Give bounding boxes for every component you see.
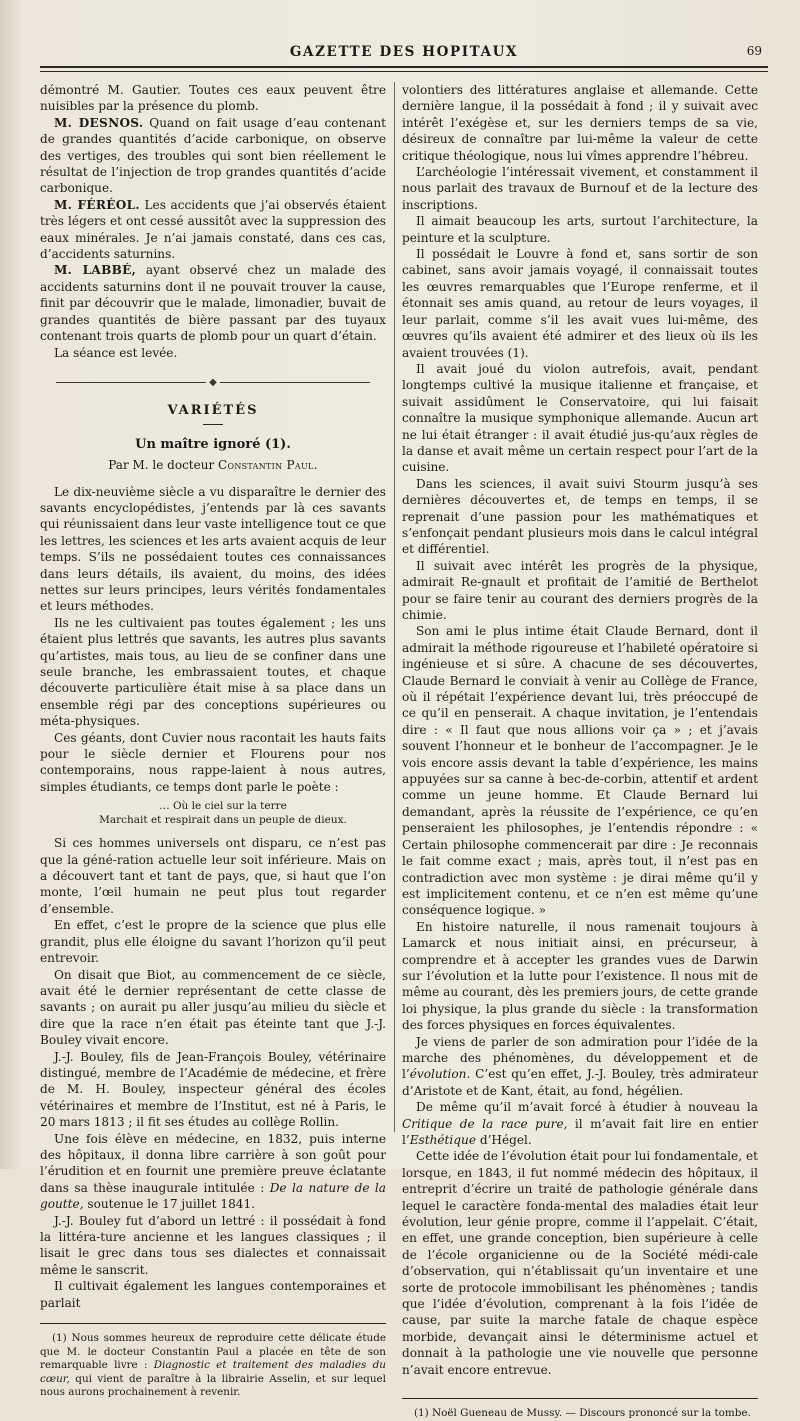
page-number: 69 <box>746 44 762 58</box>
paragraph: M. FÉRÉOL. Les accidents que j’ai observés étaient très légers et ont cessé aussitôt avec la suppression des eaux minérales. Je n’ai jamais constaté, dans ces cas, d’accidents saturnins. <box>40 197 386 262</box>
paragraph: volontiers des littératures anglaise et allemande. Cette dernière langue, il la possédait à fond ; il y suivait avec intérêt l’exégèse et, sur les derniers temps de sa vie, désireux de connaître par lui-même la valeur de cette critique théologique, nous lui vîmes apprendre l’hébreu. <box>402 83 758 163</box>
article-title: Un maître ignoré (1). <box>135 436 291 452</box>
section-underline <box>203 424 223 425</box>
footnote: (1) Nous sommes heureux de reproduire cette délicate étude que M. le docteur Constantin Paul a placée en tête de son remarquable livre : Diagnostic et traitement des maladies du cœur, qui vient de paraître à la librairie Asselin, et sur lequel nous aurons prochainement à revenir. <box>40 1332 386 1399</box>
paragraph: Cette idée de l’évolution était pour lui fondamentale, et lorsque, en 1843, il fut nommé médecin des hôpitaux, il entreprit d’écrire un traité de pathologie générale dans lequel le caractère fonda-mental des maladies était leur évolution, leur génie propre, comme il l’appelait. C’était, en effet, une grande conception, bien supérieure à celle de l’école organicienne ou de la Société médi-cale d’observation, qui n’établissait qu’un inventaire et une sorte de protocole immobilisant les phénomènes ; tandis que l’idée d’évolution, comprenant à la fois l’idée de cause, par suite la marche fatale de chaque espèce morbide, devançait ainsi le déterminisme actuel et donnait à la pathologie une vie nouvelle que personne n’avait encore entrevue. <box>402 1149 758 1377</box>
paragraph: Si ces hommes universels ont disparu, ce n’est pas que la géné-ration actuelle leur soit inférieure. Mais on a découvert tant et tant de pays, que, si haut que l’on monte, l’œil humain ne peut plus tout regarder d’ensemble. <box>40 836 386 916</box>
speaker-name: M. LABBÉ, <box>54 263 137 278</box>
paragraph: M. LABBÉ, ayant observé chez un malade des accidents saturnins dont il ne pouvait trouver la cause, finit par découvrir que le malade, limonadier, buvait de grandes quantités de bière passant par des tuyaux contenant trois quarts de plomb pour un quart d’étain. <box>40 263 386 344</box>
paragraph: M. DESNOS. Quand on fait usage d’eau contenant de grandes quantités d’acide carbonique, on observe des vertiges, des troubles qui sont bien réellement le résultat de l’injection de trop grandes quantités d’acide carbonique. <box>40 115 386 196</box>
speaker-name: M. DESNOS. <box>54 115 144 130</box>
paragraph: démontré M. Gautier. Toutes ces eaux peuvent être nuisibles par la présence du plomb. <box>40 83 386 114</box>
paragraph: En histoire naturelle, il nous ramenait toujours à Lamarck et nous initiait ainsi, en précurseur, à comprendre et à accepter les grandes vues de Darwin sur l’évolution et la lutte pour l’existence. Il nous mit de même au courant, dès les premiers jours, de cette grande loi physique, la plus grande du siècle : la transformation des forces physiques en forces équivalentes. <box>402 919 758 1033</box>
journal-title: GAZETTE DES HOPITAUX <box>289 44 519 60</box>
paragraph: En effet, c’est le propre de la science que plus elle grandit, plus elle éloigne du savant l’horizon qu’il peut entrevoir. <box>40 918 386 966</box>
speaker-name: M. FÉRÉOL. <box>54 197 140 212</box>
paragraph: Une fois élève en médecine, en 1832, puis interne des hôpitaux, il donna libre carrière à son goût pour l’érudition et en fournit une première preuve éclatante dans sa thèse inaugurale intitulée : De la nature de la goutte, soutenue le 17 juillet 1841. <box>40 1131 387 1212</box>
paragraph: Il avait joué du violon autrefois, avait, pendant longtemps cultivé la musique italienne et française, et suivait assidûment le Conservatoire, qui lui faisait connaître la musique symphonique allemande. Aucun art ne lui était étranger : il avait étudié jus-qu’aux règles de la danse et avait même un certain respect pour l’art de la cuisine. <box>402 361 758 475</box>
section-title: VARIÉTÉS <box>167 403 259 419</box>
right-column <box>402 82 758 1421</box>
header-rule <box>40 66 768 68</box>
paragraph: De même qu’il m’avait forcé à étudier à nouveau la Critique de la race pure, il m’avait fait lire en entier l’Esthétique d’Hégel. <box>402 1100 758 1147</box>
paragraph: Son ami le plus intime était Claude Bernard, dont il admirait la méthode rigoureuse et l’habileté opératoire si ingénieuse et si sûre. A chacune de ses découvertes, Claude Bernard le conviait à venir au Collège de France, où il répétait l’expérience devant lui, très préoccupé de ce qu’il en penserait. A chaque invitation, je l’entendais dire : « Il faut que nous allions voir ça » ; et j’avais souvent l’honneur et le bonheur de l’accompagner. Je le vois encore assis devant la table d’expérience, les mains appuyées sur sa canne à bec-de-corbin, attentif et ardent comme un jeune homme. Et Claude Bernard lui demandant, après la réussite de l’expérience, ce qu’en penseraient les philosophes, je l’entendis répondre : « Certain philosophe commencerait par dire : Je reconnais le fait comme exact ; mais, après tout, il n’est pas en contradiction avec mon système : je dirai même qu’il y est implicitement contenu, et ce n’en est même qu’une conséquence logique. » <box>402 624 758 918</box>
header-rule-thin <box>40 71 768 72</box>
article-author: Par M. le docteur Constantin Paul. <box>108 458 318 473</box>
paragraph: Dans les sciences, il avait suivi Stourm jusqu’à ses dernières découvertes et, de temps en temps, il se reprenait d’une passion pour les mathématiques et s’enfonçait pendant plusieurs mois dans le calcul intégral et différentiel. <box>402 476 758 557</box>
paragraph: L’archéologie l’intéressait vivement, et constamment il nous parlait des travaux de Burnouf et de la lecture des inscriptions. <box>402 165 758 212</box>
paragraph: La séance est levée. <box>54 345 178 360</box>
page-header <box>40 40 768 66</box>
paragraph: On disait que Biot, au commencement de ce siècle, avait été le dernier représentant de cette classe de savants ; on aurait pu aller jusqu’au milieu du siècle et dire que la race n’en était pas éteinte tant que J.-J. Bouley vivait encore. <box>40 967 386 1048</box>
footnote: (1) Noël Gueneau de Mussy. — Discours prononcé sur la tombe. <box>414 1407 751 1420</box>
left-column <box>40 82 386 1400</box>
paragraph: Il possédait le Louvre à fond et, sans sortir de son cabinet, sans avoir jamais voyagé, il connaissait toutes les œuvres remarquables que l’Europe renferme, et il étonnait ses amis quand, au retour de leurs voyages, il leur parlait, comme s’il les avait vues lui-même, des œuvres qu’ils avaient été admirer et des lieux où ils les avaient trouvées (1). <box>402 247 758 360</box>
paragraph: J.-J. Bouley fut d’abord un lettré : il possédait à fond la littéra-ture ancienne et les langues classiques ; il lisait le grec dans tous ses dialectes et connaissait même le sanscrit. <box>40 1213 386 1277</box>
paragraph: Le dix-neuvième siècle a vu disparaître le dernier des savants encyclopédistes, j’entends par là ces savants qui réunissaient dans leur vaste intelligence tout ce que les lettres, les sciences et les arts avaient acquis de leur temps. S’ils ne possédaient toutes ces connaissances dans leurs détails, ils avaient, du moins, des idées nettes sur leurs principes, leurs vérités fondamentales et leurs méthodes. <box>40 484 386 614</box>
footnote-rule <box>40 1323 386 1324</box>
section-separator: ◆ <box>40 375 386 391</box>
footnote-rule <box>402 1398 758 1399</box>
paragraph: Il suivait avec intérêt les progrès de la physique, admirait Re-gnault et profitait de l’amitié de Berthelot pour se faire tenir au courant des derniers progrès de la chimie. <box>402 558 758 622</box>
paragraph: Je viens de parler de son admiration pour l’idée de la marche des phénomènes, du développement et de l’évolution. C’est qu’en effet, J.-J. Bouley, très admirateur d’Aristote et de Kant, était, au fond, hégélien. <box>402 1034 758 1098</box>
paragraph: Ces géants, dont Cuvier nous racontait les hauts faits pour le siècle dernier et Flourens pour nos contemporains, nous rappe-laient à nous autres, simples étudiants, ce temps dont parle le poète : <box>40 730 386 794</box>
column-divider <box>394 82 395 1132</box>
paragraph: Il cultivait également les langues contemporaines et parlait <box>40 1279 386 1310</box>
paragraph: Ils ne les cultivaient pas toutes également ; les uns étaient plus lettrés que savants, les autres plus savants qu’artistes, mais tous, au lieu de se confiner dans une seule branche, les embrassaient toutes, et chaque découverte particulière était mise à sa place dans un ensemble régi par des conceptions supérieures ou méta-physiques. <box>40 615 386 729</box>
verse-quote: … Où le ciel sur la terre Marchait et respirait dans un peuple de dieux. <box>99 800 347 827</box>
paragraph: J.-J. Bouley, fils de Jean-François Bouley, vétérinaire distingué, membre de l’Académie de médecine, et frère de M. H. Bouley, inspecteur général des écoles vétérinaires et membre de l’Institut, est né à Paris, le 20 mars 1813 ; il fit ses études au collège Rollin. <box>40 1049 386 1130</box>
paragraph: Il aimait beaucoup les arts, surtout l’architecture, la peinture et la sculpture. <box>402 214 758 245</box>
